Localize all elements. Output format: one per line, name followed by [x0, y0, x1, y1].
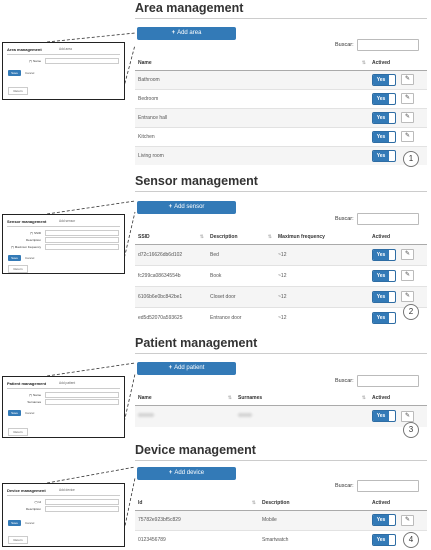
active-toggle[interactable]: Yes [372, 534, 396, 546]
patient-table [135, 391, 427, 427]
edit-icon[interactable]: ✎ [401, 131, 414, 142]
thumb-field [45, 399, 119, 405]
column-header-ssid[interactable]: SSID ⇅ [135, 230, 207, 244]
area-form-thumbnail [2, 42, 125, 100]
edit-icon[interactable]: ✎ [401, 515, 414, 526]
search-label: Buscar: [335, 483, 354, 490]
thumb-field-label: Description [25, 507, 41, 511]
sensor-ssid: ed5d52070a593625 [135, 307, 207, 328]
sensor-form-thumbnail [2, 214, 125, 274]
table-row [135, 510, 427, 530]
active-toggle[interactable]: Yes [372, 410, 396, 422]
sort-icon[interactable]: ⇅ [251, 499, 256, 506]
table-row [135, 146, 427, 165]
thumb-return-button: Return [8, 428, 28, 436]
thumb-divider [7, 388, 120, 389]
thumb-subtitle: Add sensor [59, 219, 76, 223]
column-header-actived[interactable]: Actived [369, 496, 427, 510]
edit-icon[interactable]: ✎ [401, 74, 414, 85]
active-toggle[interactable]: Yes [372, 514, 396, 526]
search-bar [335, 213, 419, 225]
callout-number: 3 [403, 422, 419, 438]
thumb-title: Device management [7, 488, 46, 493]
add-sensor-label: Add sensor [174, 204, 205, 210]
column-header-description[interactable]: Description ⇅ [207, 230, 275, 244]
thumb-cancel-link: Cancel [25, 71, 35, 75]
sensor-frequency: ~12 [275, 244, 369, 265]
thumb-cancel-link: Cancel [25, 411, 35, 415]
add-patient-button[interactable] [137, 362, 236, 375]
thumb-return-button: Return [8, 536, 28, 544]
page-title: Patient management [135, 336, 258, 350]
area-name: Living room [135, 146, 369, 165]
active-toggle[interactable]: Yes [372, 74, 396, 86]
device-description: Smartwatch [259, 530, 369, 550]
thumb-title: Patient management [7, 381, 47, 386]
area-name: Bathroom [135, 70, 369, 89]
add-sensor-button[interactable] [137, 201, 236, 214]
active-toggle[interactable]: Yes [372, 291, 396, 303]
sensor-frequency: ~12 [275, 286, 369, 307]
area-name: Kitchen [135, 127, 369, 146]
plus-icon: + [168, 365, 173, 371]
column-header-id[interactable]: Id ⇅ [135, 496, 259, 510]
title-divider [135, 191, 427, 192]
active-toggle[interactable]: Yes [372, 249, 396, 261]
search-input[interactable] [357, 39, 419, 51]
callout-number: 2 [403, 304, 419, 320]
thumb-field [45, 506, 119, 512]
sensor-ssid: fc299ca08634554b [135, 265, 207, 286]
table-row [135, 307, 427, 328]
thumb-title: Sensor management [7, 219, 47, 224]
plus-icon: + [168, 470, 173, 476]
sensor-ssid: d72c16626db6d102 [135, 244, 207, 265]
thumb-cancel-link: Cancel [25, 256, 35, 260]
add-patient-label: Add patient [174, 365, 205, 371]
active-toggle[interactable]: Yes [372, 312, 396, 324]
column-header-name[interactable]: Name ⇅ [135, 391, 235, 405]
thumb-subtitle: Add device [59, 488, 75, 492]
add-area-label: Add area [177, 30, 202, 36]
thumb-field [45, 244, 119, 250]
title-divider [135, 353, 427, 354]
add-device-button[interactable] [137, 467, 236, 480]
search-input[interactable] [357, 375, 419, 387]
area-name: Entrance hall [135, 108, 369, 127]
table-row [135, 70, 427, 89]
patient-form-thumbnail [2, 376, 125, 438]
plus-icon: + [171, 30, 176, 36]
edit-icon[interactable]: ✎ [401, 291, 414, 302]
table-row [135, 244, 427, 265]
sort-icon[interactable]: ⇅ [199, 233, 204, 240]
sort-icon[interactable]: ⇅ [267, 233, 272, 240]
active-toggle[interactable]: Yes [372, 131, 396, 143]
thumb-field [45, 237, 119, 243]
patient-name-redacted [135, 405, 235, 427]
page-title: Device management [135, 443, 256, 457]
thumb-title: Area management [7, 47, 42, 52]
column-header-actived[interactable]: Actived [369, 230, 427, 244]
device-id: 0123456789 [135, 530, 259, 550]
callout-number: 4 [403, 532, 419, 548]
table-row [135, 265, 427, 286]
plus-icon: + [168, 204, 173, 210]
thumb-field-label: (*) Id [34, 500, 41, 504]
edit-icon[interactable]: ✎ [401, 93, 414, 104]
device-description: Mobile [259, 510, 369, 530]
column-header-frequency[interactable]: Maximun frequency [275, 230, 369, 244]
column-header-description[interactable]: Description [259, 496, 369, 510]
edit-icon[interactable]: ✎ [401, 249, 414, 260]
active-toggle[interactable]: Yes [372, 112, 396, 124]
column-header-name[interactable]: Name ⇅ [135, 56, 369, 70]
sensor-description: Book [207, 265, 275, 286]
title-divider [135, 460, 427, 461]
column-header-surnames[interactable]: Surnames ⇅ [235, 391, 369, 405]
search-bar [335, 39, 419, 51]
thumb-save-button: Save [8, 410, 21, 416]
device-section [135, 443, 431, 550]
thumb-field-label: (*) Name [28, 59, 41, 63]
thumb-divider [7, 54, 120, 55]
sensor-ssid: 6106b6e0bc842be1 [135, 286, 207, 307]
table-row [135, 108, 427, 127]
active-toggle[interactable]: Yes [372, 93, 396, 105]
sort-icon[interactable]: ⇅ [227, 394, 232, 401]
add-area-button[interactable] [137, 27, 236, 40]
search-label: Buscar: [335, 378, 354, 385]
callout-number: 1 [403, 151, 419, 167]
search-label: Buscar: [335, 42, 354, 49]
thumb-field-label: (*) SSID [29, 231, 41, 235]
page-title: Area management [135, 1, 244, 15]
table-row [135, 405, 427, 427]
search-input[interactable] [357, 213, 419, 225]
search-label: Buscar: [335, 216, 354, 223]
area-name: Bedroom [135, 89, 369, 108]
thumb-field [45, 58, 119, 64]
search-input[interactable] [357, 480, 419, 492]
sensor-description: Closet door [207, 286, 275, 307]
sort-icon[interactable]: ⇅ [361, 394, 366, 401]
thumb-field [45, 499, 119, 505]
thumb-save-button: Save [8, 520, 21, 526]
active-toggle[interactable]: Yes [372, 150, 396, 162]
active-toggle[interactable]: Yes [372, 270, 396, 282]
thumb-field-label: (*) Name [28, 393, 41, 397]
area-section [135, 0, 431, 172]
table-row [135, 89, 427, 108]
sort-icon[interactable]: ⇅ [361, 59, 366, 66]
sensor-frequency: ~12 [275, 265, 369, 286]
sensor-section [135, 174, 431, 334]
thumb-return-button: Return [8, 87, 28, 95]
patient-surnames-redacted [235, 405, 369, 427]
sensor-frequency: ~12 [275, 307, 369, 328]
thumb-field [45, 230, 119, 236]
device-table [135, 496, 427, 550]
thumb-cancel-link: Cancel [25, 521, 35, 525]
table-row [135, 127, 427, 146]
sensor-description: Bed [207, 244, 275, 265]
thumb-return-button: Return [8, 265, 28, 273]
thumb-subtitle: Add area [59, 47, 72, 51]
search-bar [335, 375, 419, 387]
title-divider [135, 18, 427, 19]
thumb-save-button: Save [8, 70, 21, 76]
thumb-field-label: Surnames [27, 400, 41, 404]
thumb-field-label: Description [25, 238, 41, 242]
device-id: 75782e923bf5c829 [135, 510, 259, 530]
thumb-field [45, 392, 119, 398]
sensor-description: Entrance door [207, 307, 275, 328]
patient-section [135, 336, 431, 440]
add-device-label: Add device [174, 470, 205, 476]
area-table [135, 56, 427, 165]
search-bar [335, 480, 419, 492]
sensor-table [135, 230, 427, 328]
edit-icon[interactable]: ✎ [401, 112, 414, 123]
thumb-subtitle: Add patient [59, 381, 76, 385]
thumb-divider [7, 495, 120, 496]
edit-icon[interactable]: ✎ [401, 411, 414, 422]
thumb-divider [7, 226, 120, 227]
page-title: Sensor management [135, 174, 258, 188]
column-header-actived[interactable]: Actived [369, 56, 427, 70]
edit-icon[interactable]: ✎ [401, 270, 414, 281]
device-form-thumbnail [2, 483, 125, 547]
column-header-actived[interactable]: Actived [369, 391, 427, 405]
table-row [135, 286, 427, 307]
table-row [135, 530, 427, 550]
thumb-field-label: (*) Maximun frequency [10, 245, 41, 249]
thumb-save-button: Save [8, 255, 21, 261]
